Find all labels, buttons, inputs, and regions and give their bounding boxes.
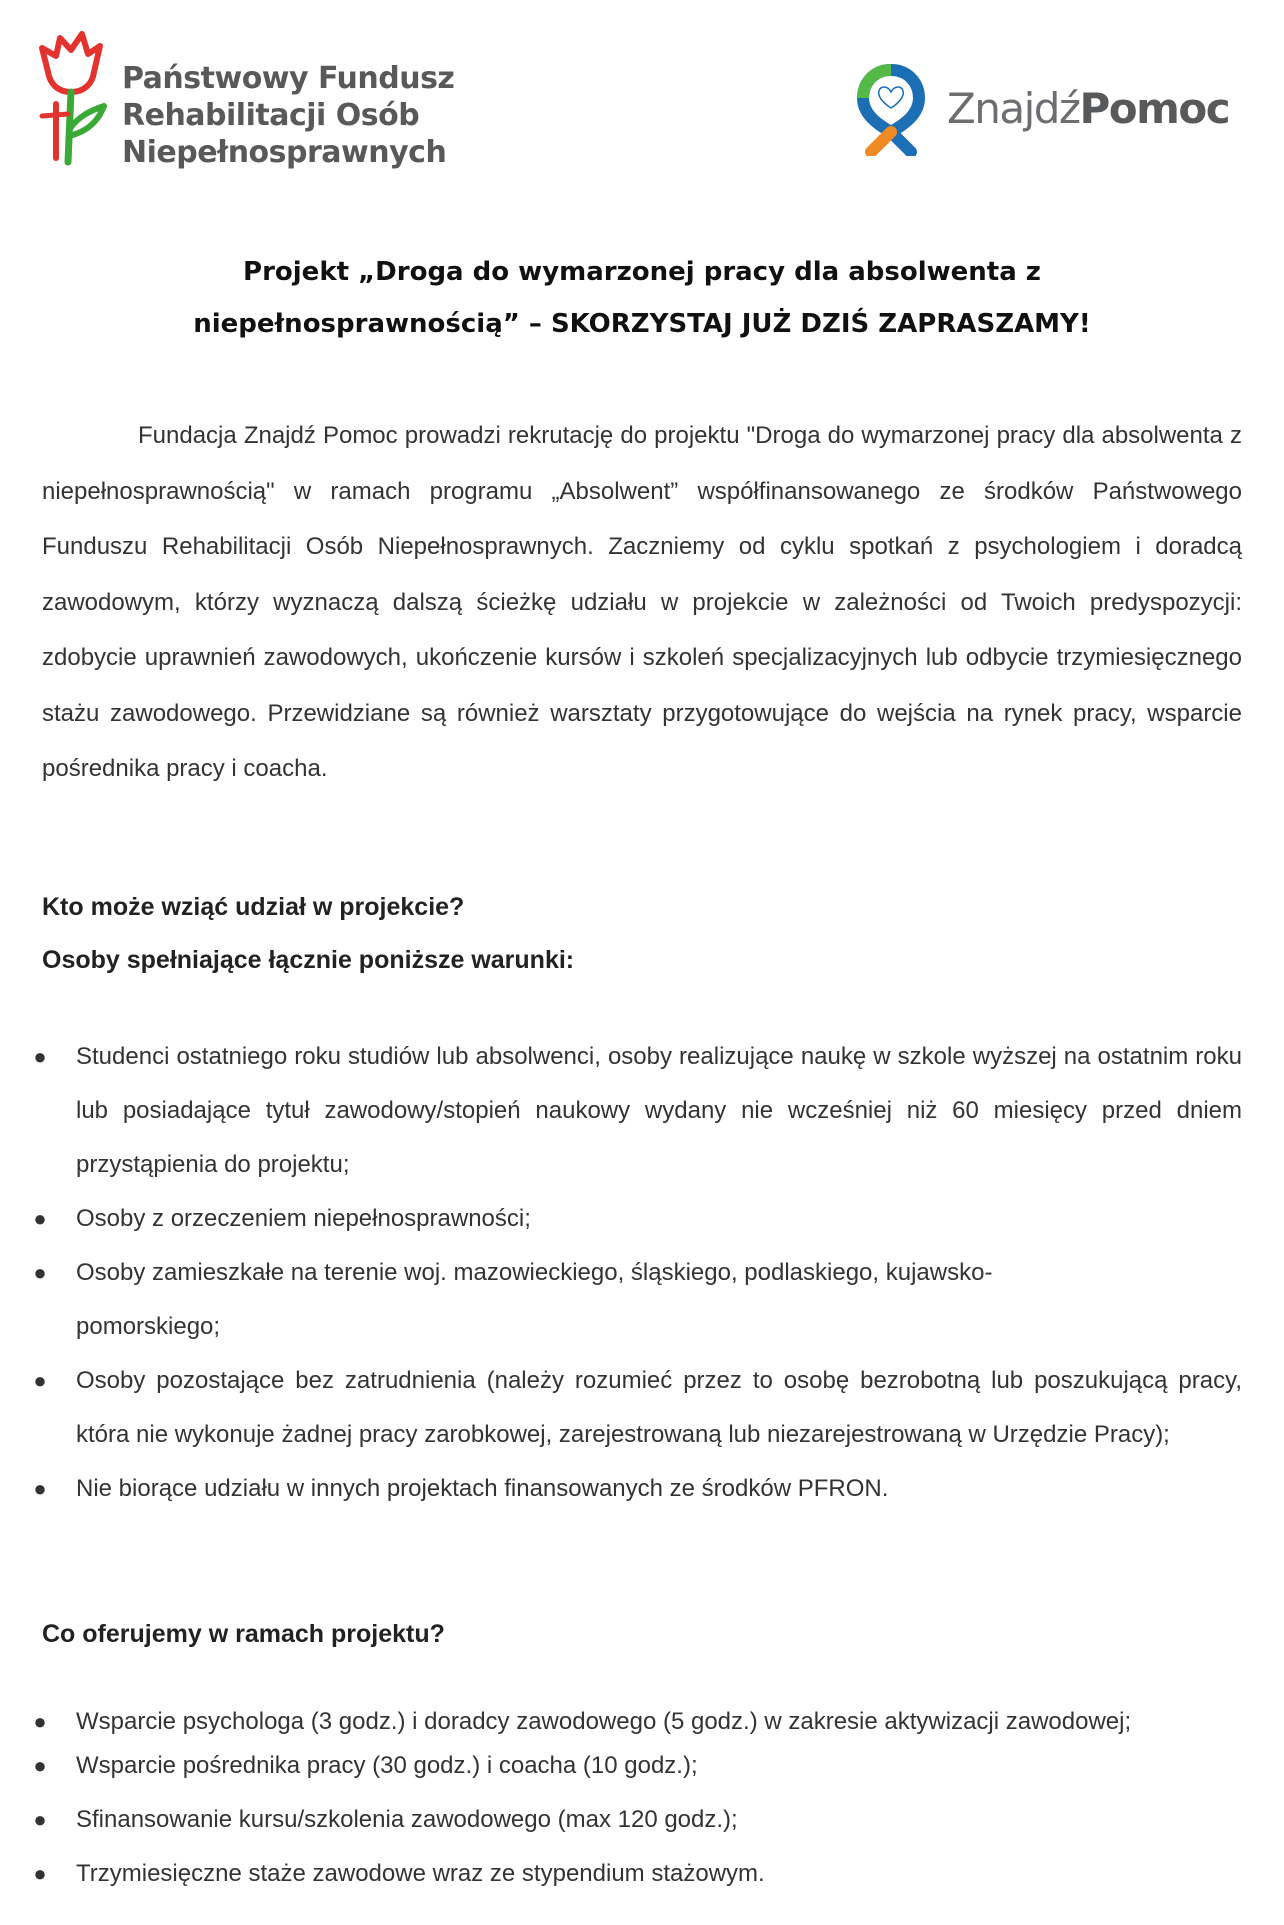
list-item — [30, 1852, 1242, 1896]
wordmark-bold: Pomoc — [1079, 84, 1230, 133]
list-item — [30, 1700, 1242, 1744]
section-subheading-conditions: Osoby spełniające łącznie poniższe warunki: — [42, 946, 575, 974]
list-item — [30, 1354, 1242, 1462]
list-item-text: Osoby zamieszkałe na terenie woj. mazowieckiego, śląskiego, podlaskiego, kujawsko-pomorskiego; — [76, 1259, 993, 1340]
list-item — [30, 1030, 1242, 1192]
wordmark-light: Znajdź — [947, 84, 1080, 133]
document-title — [40, 246, 1244, 350]
list-item — [30, 1462, 1242, 1516]
list-item-text: Sfinansowanie kursu/szkolenia zawodowego (max 120 godz.); — [76, 1806, 738, 1833]
list-item-text: Wsparcie pośrednika pracy (30 godz.) i coacha (10 godz.); — [76, 1752, 698, 1779]
pfron-logo-line: Rehabilitacji Osób — [122, 98, 420, 133]
eligibility-list — [30, 1030, 1242, 1516]
pfron-logo — [38, 30, 455, 170]
pfron-logo-text — [122, 60, 454, 171]
bullet-icon: ● — [33, 1476, 47, 1501]
tulip-logo-icon — [38, 30, 108, 170]
offer-list — [30, 1700, 1242, 1896]
list-item-text: Osoby z orzeczeniem niepełnosprawności; — [76, 1205, 531, 1232]
ribbon-heart-icon — [855, 62, 927, 156]
section-heading-eligibility: Kto może wziąć udział w projekcie? — [42, 893, 465, 921]
bullet-icon: ● — [33, 1753, 47, 1778]
title-line-1: Projekt „Droga do wymarzonej pracy dla absolwenta z — [243, 257, 1041, 287]
list-item-text: Trzymiesięczne staże zawodowe wraz ze stypendium stażowym. — [76, 1860, 765, 1887]
bullet-icon: ● — [33, 1861, 47, 1886]
bullet-icon: ● — [33, 1709, 47, 1734]
intro-text: Fundacja Znajdź Pomoc prowadzi rekrutację do projektu "Droga do wymarzonej pracy dla absolwenta z niepełnosprawnością" w ramach programu „Absolwent” współfinansowanego ze środków Państwowego Funduszu Rehabilitacji Osób Niepełnosprawnych. Zaczniemy od cyklu spotkań z psychologiem i doradcą zawodowym, którzy wyznaczą dalszą ścieżkę udziału w projekcie w zależności od Twoich predyspozycji: zdobycie uprawnień zawodowych, ukończenie kursów i szkoleń specjalizacyjnych lub odbycie trzymiesięcznego stażu zawodowego. Przewidziane są również warsztaty przygotowujące do wejścia na rynek pracy, wsparcie pośrednika pracy i coacha. — [42, 422, 1242, 782]
title-line-2: niepełnosprawnością” – SKORZYSTAJ JUŻ DZIŚ ZAPRASZAMY! — [193, 309, 1091, 339]
intro-paragraph — [42, 408, 1242, 797]
list-item-text: Osoby pozostające bez zatrudnienia (należy rozumieć przez to osobę bezrobotną lub poszukującą pracy, która nie wykonuje żadnej pracy zarobkowej, zarejestrowaną lub niezarejestrowaną w Urzędzie Pracy); — [76, 1367, 1242, 1448]
list-item — [30, 1798, 1242, 1852]
bullet-icon: ● — [33, 1807, 47, 1832]
bullet-icon: ● — [33, 1044, 47, 1069]
bullet-icon: ● — [33, 1260, 47, 1285]
list-item-text: Studenci ostatniego roku studiów lub absolwenci, osoby realizujące naukę w szkole wyższej na ostatnim roku lub posiadające tytuł zawodowy/stopień naukowy wydany nie wcześniej niż 60 miesięcy przed dniem przystąpienia do projektu; — [76, 1043, 1242, 1178]
list-item — [30, 1192, 1242, 1246]
bullet-icon: ● — [33, 1206, 47, 1231]
bullet-icon: ● — [33, 1368, 47, 1393]
header — [0, 0, 1284, 200]
section-heading-offer: Co oferujemy w ramach projektu? — [42, 1620, 445, 1648]
list-item — [30, 1246, 1242, 1354]
list-item-text: Nie biorące udziału w innych projektach finansowanych ze środków PFRON. — [76, 1475, 889, 1502]
list-item-text: Wsparcie psychologa (3 godz.) i doradcy zawodowego (5 godz.) w zakresie aktywizacji zawodowej; — [76, 1708, 1132, 1735]
znajdz-pomoc-logo — [855, 62, 1235, 162]
list-item — [30, 1744, 1242, 1798]
pfron-logo-line: Państwowy Fundusz — [122, 61, 455, 96]
pfron-logo-line: Niepełnosprawnych — [122, 135, 447, 170]
znajdz-pomoc-wordmark — [947, 84, 1229, 133]
